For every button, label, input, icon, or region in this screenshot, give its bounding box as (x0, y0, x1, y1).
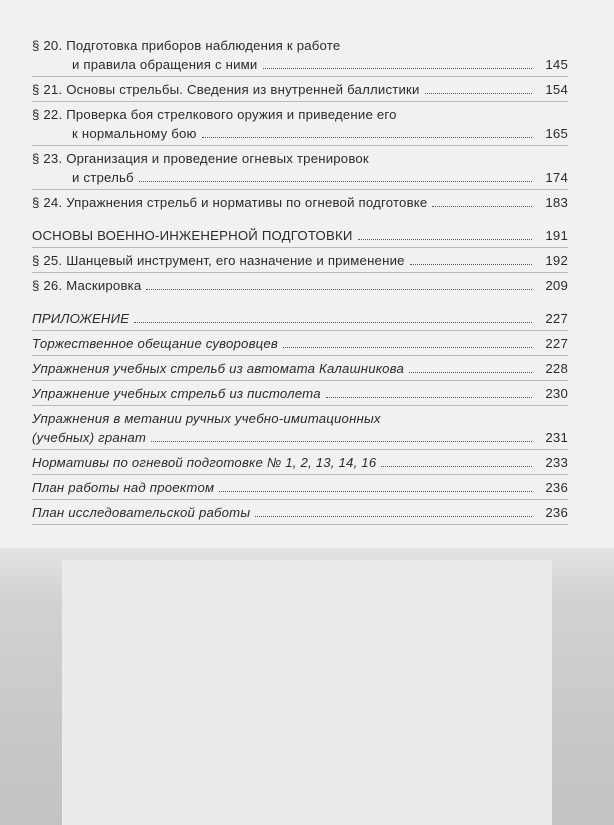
leader-dots (255, 516, 532, 517)
leader-dots (410, 264, 532, 265)
toc-entry-22 (32, 105, 568, 143)
toc-entry-title: § 24. Упражнения стрельб и нормативы по огневой подготовке (32, 195, 428, 210)
divider (32, 145, 568, 146)
toc-entry-26 (32, 276, 568, 295)
divider (32, 355, 568, 356)
leader-dots (263, 68, 533, 69)
toc-entry-title: Упражнение учебных стрельб из пистолета (32, 386, 321, 401)
leader-dots (219, 491, 532, 492)
leader-dots (409, 372, 532, 373)
toc-appendix-5 (32, 453, 568, 472)
toc-entry-title: Нормативы по огневой подготовке № 1, 2, 13, 14, 16 (32, 455, 377, 470)
toc-page-number: 236 (545, 480, 568, 495)
toc-page-number: 145 (545, 57, 568, 72)
toc-page-number: 174 (545, 170, 568, 185)
leader-dots (432, 206, 532, 207)
toc-entry-title: § 23. Организация и проведение огневых тренировок (32, 151, 369, 166)
toc-page-number: 183 (545, 195, 568, 210)
divider (32, 189, 568, 190)
toc-entry-title: § 21. Основы стрельбы. Сведения из внутренней баллистики (32, 82, 420, 97)
toc-page-number: 209 (545, 278, 568, 293)
toc-page-number: 165 (545, 126, 568, 141)
divider (32, 499, 568, 500)
leader-dots (425, 93, 532, 94)
toc-entry-title: § 26. Маскировка (32, 278, 142, 293)
divider (32, 76, 568, 77)
divider (32, 272, 568, 273)
toc-entry-title: § 20. Подготовка приборов наблюдения к работе (32, 38, 341, 53)
toc-page-number: 227 (545, 311, 568, 326)
toc-entry-title: Упражнения в метании ручных учебно-имитационных (32, 411, 381, 426)
section-title: ОСНОВЫ ВОЕННО-ИНЖЕНЕРНОЙ ПОДГОТОВКИ (32, 228, 353, 243)
leader-dots (146, 289, 532, 290)
toc-page-number: 227 (545, 336, 568, 351)
toc-entry-21 (32, 80, 568, 99)
toc-entry-title: § 25. Шанцевый инструмент, его назначение и применение (32, 253, 405, 268)
toc-entry-title-cont: (учебных) гранат (32, 430, 147, 445)
bleed-through-panel (62, 560, 552, 825)
table-of-contents (32, 36, 568, 528)
divider (32, 247, 568, 248)
leader-dots (381, 466, 532, 467)
toc-appendix-2 (32, 359, 568, 378)
toc-page-number: 236 (545, 505, 568, 520)
toc-page-number: 231 (545, 430, 568, 445)
toc-entry-title: Упражнения учебных стрельб из автомата Калашникова (32, 361, 405, 376)
divider (32, 330, 568, 331)
toc-appendix-3 (32, 384, 568, 403)
toc-entry-title: План работы над проектом (32, 480, 215, 495)
toc-appendix-heading (32, 309, 568, 328)
toc-entry-title-cont: и правила обращения с ними (72, 57, 258, 72)
toc-section-heading (32, 226, 568, 245)
appendix-title: ПРИЛОЖЕНИЕ (32, 311, 130, 326)
leader-dots (151, 441, 532, 442)
divider (32, 405, 568, 406)
toc-entry-23 (32, 149, 568, 187)
toc-entry-title-cont: к нормальному бою (72, 126, 197, 141)
toc-entry-20 (32, 36, 568, 74)
toc-entry-24 (32, 193, 568, 212)
leader-dots (202, 137, 532, 138)
toc-page-number: 230 (545, 386, 568, 401)
toc-appendix-4 (32, 409, 568, 447)
leader-dots (139, 181, 532, 182)
toc-appendix-1 (32, 334, 568, 353)
toc-page-number: 154 (545, 82, 568, 97)
divider (32, 380, 568, 381)
leader-dots (358, 239, 532, 240)
divider (32, 101, 568, 102)
leader-dots (326, 397, 532, 398)
toc-entry-title: Торжественное обещание суворовцев (32, 336, 279, 351)
toc-page-number: 228 (545, 361, 568, 376)
toc-appendix-7 (32, 503, 568, 522)
toc-appendix-6 (32, 478, 568, 497)
toc-entry-25 (32, 251, 568, 270)
leader-dots (283, 347, 532, 348)
toc-page-number: 191 (545, 228, 568, 243)
toc-page-number: 233 (545, 455, 568, 470)
divider (32, 524, 568, 525)
divider (32, 449, 568, 450)
toc-page-number: 192 (545, 253, 568, 268)
divider (32, 474, 568, 475)
toc-entry-title-cont: и стрельб (72, 170, 134, 185)
toc-entry-title: § 22. Проверка боя стрелкового оружия и приведение его (32, 107, 397, 122)
toc-entry-title: План исследовательской работы (32, 505, 251, 520)
leader-dots (134, 322, 532, 323)
